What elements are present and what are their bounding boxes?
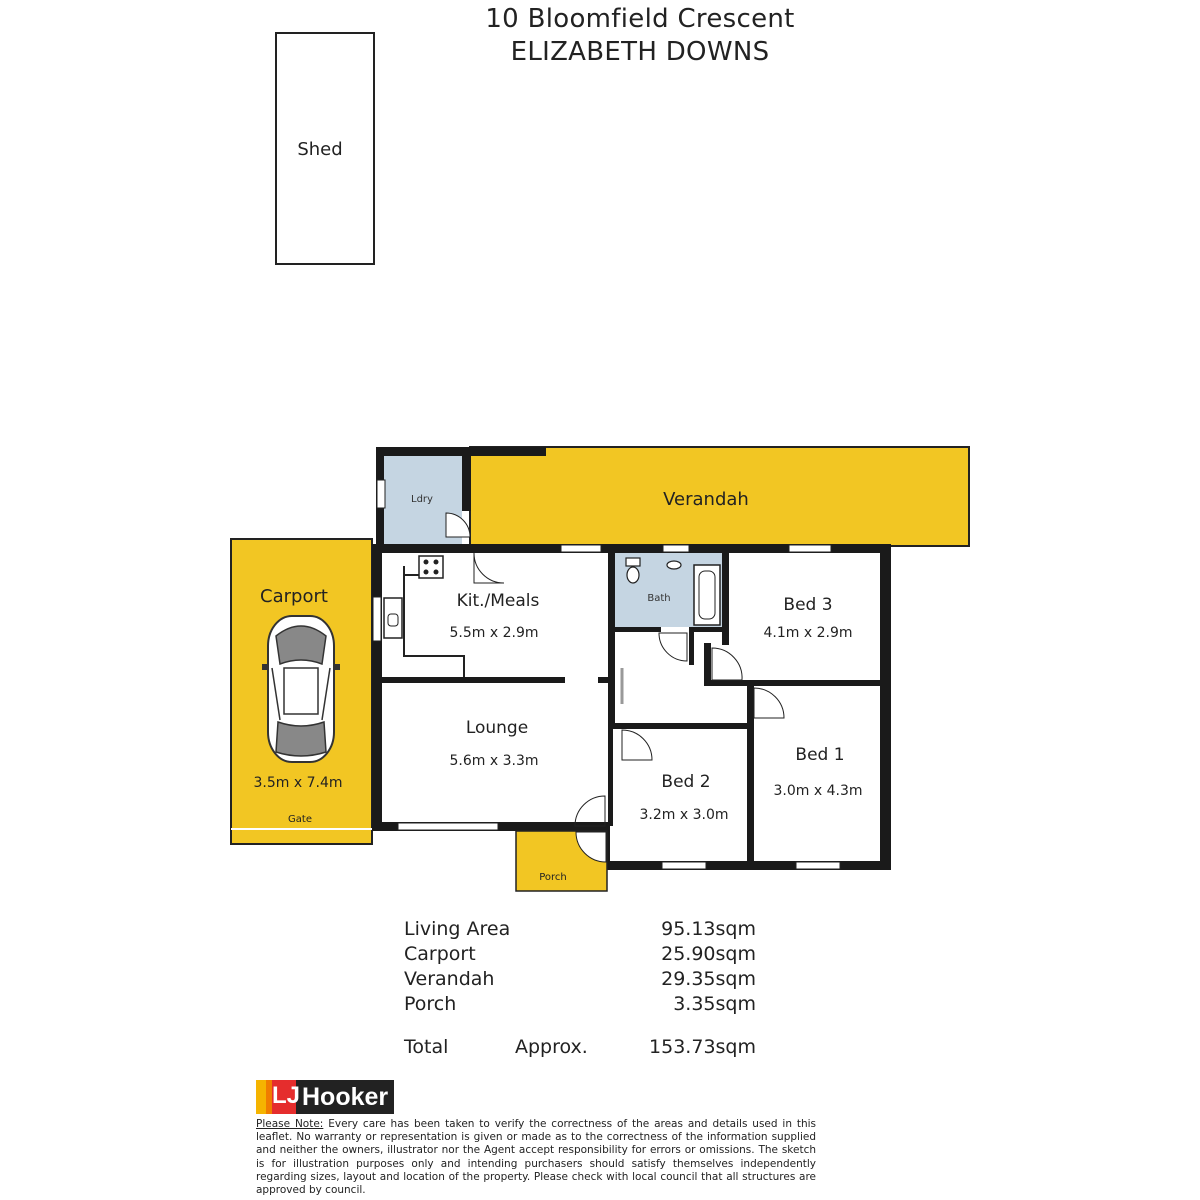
kitchen-window <box>373 597 381 641</box>
kitchen-bench <box>404 566 464 677</box>
area-label: Carport <box>404 943 476 965</box>
disclaimer-heading: Please Note: <box>256 1118 324 1130</box>
bed3-size: 4.1m x 2.9m <box>763 625 853 641</box>
bed1-size: 3.0m x 4.3m <box>773 783 863 799</box>
disclaimer-body: Every care has been taken to verify the correctness of the areas and details used in this leaflet. No warranty or representation is given or made as to the correctness of the information supplied and neither the owners, illustrator nor the Agent accept responsibility for errors or omissions. The sketch is for illustration purposes only and intending purchasers should satisfy themselves independently regarding sizes, layout and location of the property. Please check with local council that all structures are approved by council. <box>256 1118 816 1197</box>
area-value: 95.13sqm <box>661 918 756 940</box>
area-label: Verandah <box>404 968 495 990</box>
sink-icon <box>384 598 402 638</box>
area-label: Porch <box>404 993 457 1015</box>
porch-label: Porch <box>539 872 567 883</box>
area-summary <box>404 918 764 1062</box>
total-value: 153.73sqm <box>649 1036 756 1058</box>
laundry-door-swing <box>446 513 470 537</box>
shed-label: Shed <box>297 139 343 160</box>
verandah-label: Verandah <box>663 489 749 510</box>
area-label: Living Area <box>404 918 511 940</box>
logo-mark: LJ <box>256 1080 296 1114</box>
carport-gate-label: Gate <box>288 814 312 825</box>
area-row-carport <box>404 943 764 968</box>
disclaimer <box>256 1118 816 1197</box>
lj-hooker-logo <box>256 1080 394 1114</box>
area-value: 25.90sqm <box>661 943 756 965</box>
bed1-label: Bed 1 <box>795 745 845 765</box>
toilet-icon <box>626 558 640 583</box>
kitchen-size: 5.5m x 2.9m <box>449 625 539 641</box>
bathtub-icon <box>694 565 720 625</box>
basin-icon <box>667 561 681 569</box>
lounge-size: 5.6m x 3.3m <box>449 753 539 769</box>
area-row-verandah <box>404 968 764 993</box>
bed2-size: 3.2m x 3.0m <box>639 807 729 823</box>
carport-size: 3.5m x 7.4m <box>253 775 343 791</box>
laundry-window <box>377 480 385 508</box>
area-row-living <box>404 918 764 943</box>
area-value: 29.35sqm <box>661 968 756 990</box>
area-value: 3.35sqm <box>673 993 756 1015</box>
logo-wordmark: Hooker <box>296 1080 394 1114</box>
bath-label: Bath <box>647 593 671 604</box>
total-row <box>404 1036 764 1062</box>
area-row-porch <box>404 993 764 1018</box>
total-label: Total <box>404 1036 449 1058</box>
bed2-label: Bed 2 <box>661 772 711 792</box>
car-icon <box>262 616 340 762</box>
laundry-label: Ldry <box>411 494 433 505</box>
cooktop-icon <box>419 556 443 578</box>
bed3-label: Bed 3 <box>783 595 833 615</box>
carport-label: Carport <box>260 586 328 607</box>
lounge-label: Lounge <box>465 718 529 738</box>
address-line-2: ELIZABETH DOWNS <box>510 37 770 67</box>
kitchen-label: Kit./Meals <box>456 591 540 611</box>
total-qualifier: Approx. <box>515 1036 588 1058</box>
address-line-1: 10 Bloomfield Crescent <box>485 4 795 34</box>
